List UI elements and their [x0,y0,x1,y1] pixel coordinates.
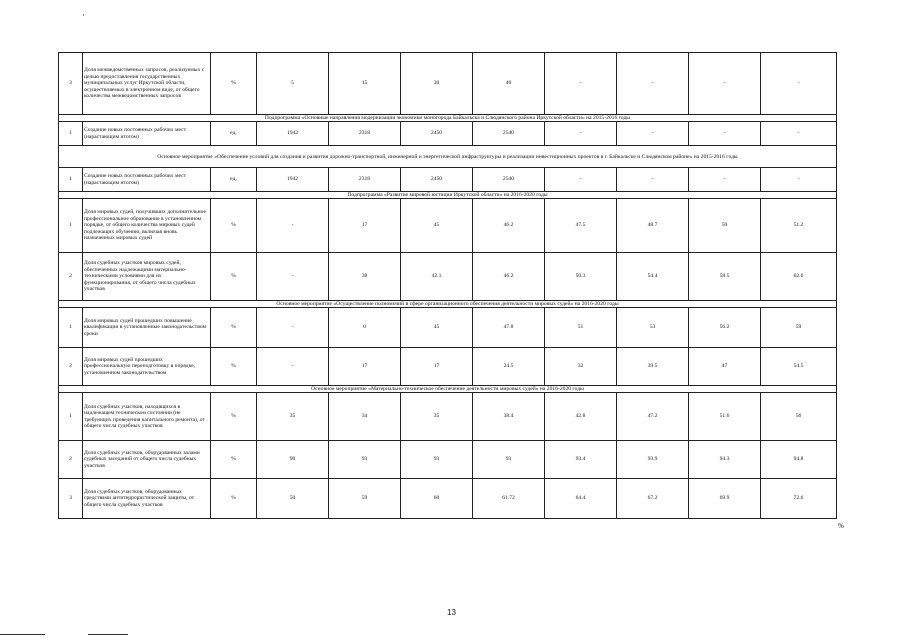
value-cell: - [257,308,329,348]
value-cell: 62.6 [761,253,837,301]
value-cell: 58.5 [689,253,761,301]
indicator-row [59,393,837,441]
value-cell: 17 [401,348,473,386]
indicator-row [59,441,837,479]
indicator-name: Доля судебных участков, оборудованных средствами антитеррористической защиты, от общего числа судебных участков [83,479,211,519]
value-cell: 60 [401,479,473,519]
row-number: 3 [59,479,83,519]
value-cell: 64.4 [545,479,617,519]
row-number: 2 [59,348,83,386]
unit-cell: % [211,308,257,348]
indicator-row [59,168,837,192]
indicator-row [59,479,837,519]
unit-cell: % [211,53,257,115]
value-cell: 1942 [257,122,329,146]
value-cell: 54.5 [761,348,837,386]
value-cell: 5 [257,53,329,115]
value-cell: 67.2 [617,479,689,519]
section-header-row [59,386,837,393]
section-header-row [59,146,837,168]
unit-cell: % [211,479,257,519]
value-cell: 51.2 [761,199,837,253]
value-cell: 2450 [401,122,473,146]
unit-cell: % [211,441,257,479]
value-cell: 51.6 [689,393,761,441]
indicator-row [59,348,837,386]
indicator-name: Доля мировых судей, получивших дополнительное профессиональное образование в установленном порядке, от общего количества мировых судей подлежащих обучению, включая вновь назначенных мировых судей [83,199,211,253]
indicator-name: Создание новых постоянных рабочих мест (нарастающим итогом) [83,122,211,146]
value-cell: 2540 [473,168,545,192]
value-cell: 24.5 [473,348,545,386]
value-cell: 2450 [401,168,473,192]
value-cell: 2540 [473,122,545,146]
value-cell: 54.4 [617,253,689,301]
value-cell: 0 [329,308,401,348]
scan-edge-left [0,634,45,635]
value-cell: 56 [761,393,837,441]
unit-cell: % [211,253,257,301]
value-cell: 93 [401,441,473,479]
indicator-name: Доля мировых судей прошедших повышение квалификации в установленные законодательством сроки [83,308,211,348]
corner-mark: % [838,522,844,530]
indicator-name: Доля мировых судей прошедших профессиональную переподготовку в порядке, установленном законодательством [83,348,211,386]
value-cell: 30 [401,53,473,115]
value-cell: - [617,168,689,192]
row-number: 1 [59,199,83,253]
value-cell: 47.8 [473,308,545,348]
value-cell: 2318 [329,168,401,192]
value-cell: 59 [761,308,837,348]
value-cell: 38 [329,253,401,301]
value-cell: 32 [545,348,617,386]
row-number: 3 [59,53,83,115]
value-cell: 53 [617,308,689,348]
value-cell: - [545,122,617,146]
row-number: 2 [59,441,83,479]
page-number: 13 [447,608,456,617]
value-cell: 56.2 [689,308,761,348]
value-cell: 93.9 [617,441,689,479]
indicator-row [59,308,837,348]
unit-cell: ед. [211,168,257,192]
value-cell: 93 [329,441,401,479]
value-cell: - [761,53,837,115]
value-cell: 1942 [257,168,329,192]
indicator-table [58,52,837,519]
indicator-row [59,53,837,115]
indicator-name: Доля судебных участков мировых судей, обеспеченных надлежащими материально-техническими условиями для их функционирования, от общего числа судебных участков [83,253,211,301]
value-cell: 59 [329,479,401,519]
section-header-row [59,115,837,122]
value-cell: - [617,53,689,115]
value-cell: - [617,122,689,146]
unit-cell: % [211,199,257,253]
value-cell: - [761,168,837,192]
value-cell: - [689,168,761,192]
top-mark: · [82,10,85,20]
indicator-row [59,199,837,253]
row-number: 1 [59,393,83,441]
value-cell: 69.9 [689,479,761,519]
indicator-name: Доля судебных участков, находящихся в надлежащем техническом состоянии (не требующих проведения капитального ремонта), от общего числа судебных участков [83,393,211,441]
value-cell: 17 [329,199,401,253]
indicator-name: Создание новых постоянных рабочих мест (нарастающим итогом) [83,168,211,192]
row-number: 1 [59,168,83,192]
value-cell: 45 [401,199,473,253]
value-cell: 15 [329,53,401,115]
value-cell: 48.7 [617,199,689,253]
value-cell: 93.4 [545,441,617,479]
scan-edge-right [88,634,128,635]
value-cell: 46.2 [473,253,545,301]
value-cell: 72.6 [761,479,837,519]
value-cell: - [257,199,329,253]
value-cell: 50.3 [545,253,617,301]
value-cell: - [689,122,761,146]
value-cell: 17 [329,348,401,386]
section-title: Подпрограмма «Развитие мировой юстиции Иркутской области» на 2016-2020 годы [59,192,837,199]
value-cell: 42.8 [545,393,617,441]
indicator-row [59,253,837,301]
row-number: 1 [59,122,83,146]
section-title: Основное мероприятие «Обеспечение условий для создания и развития дорожно-транспортной, инженерной и энергетической инфраструктуры и реализации инвестиционных проектов в г. Байкальске и Слюдянском районе» на 2015-2016 годы [59,146,837,168]
value-cell: 35 [401,393,473,441]
indicator-row [59,122,837,146]
unit-cell: % [211,393,257,441]
value-cell: 2318 [329,122,401,146]
value-cell: 93 [473,441,545,479]
indicator-name: Доля межведомственных запросов, реализуемых с целью предоставления государственных муниципальных услуг Иркутской области, осуществляемых в электронном виде, от общего количества межведомственных запросов [83,53,211,115]
section-title: Основное мероприятие «Осуществление полномочий в сфере организационного обеспечения деятельности мировых судей» на 2016-2020 годы [59,301,837,308]
row-number: 1 [59,308,83,348]
section-header-row [59,192,837,199]
value-cell: 61.72 [473,479,545,519]
value-cell: 94.8 [761,441,837,479]
value-cell: - [545,53,617,115]
value-cell: 45 [401,308,473,348]
value-cell: - [257,348,329,386]
value-cell: - [689,53,761,115]
indicator-name: Доля судебных участков, оборудованных залами судебных заседаний от общего числа судебных участков [83,441,211,479]
value-cell: 50 [689,199,761,253]
value-cell: 34 [329,393,401,441]
section-header-row [59,301,837,308]
value-cell: 94.3 [689,441,761,479]
value-cell: 47.5 [545,199,617,253]
unit-cell: % [211,348,257,386]
value-cell: 47 [689,348,761,386]
value-cell: 40 [473,53,545,115]
value-cell: 38.4 [473,393,545,441]
section-title: Основное мероприятие «Материально-техническое обеспечение деятельности мировых судей» на 2016-2020 годы [59,386,837,393]
section-title: Подпрограмма «Основные направления модернизации экономики моногорода Байкальска и Слюдянского района Иркутской области» на 2015-2016 годы [59,115,837,122]
value-cell: - [761,122,837,146]
value-cell: 35 [257,393,329,441]
value-cell: 46.2 [473,199,545,253]
value-cell: 51 [545,308,617,348]
unit-cell: ед. [211,122,257,146]
value-cell: 50 [257,479,329,519]
value-cell: - [257,253,329,301]
value-cell: 90 [257,441,329,479]
value-cell: 47.2 [617,393,689,441]
row-number: 2 [59,253,83,301]
value-cell: 39.5 [617,348,689,386]
value-cell: 42.1 [401,253,473,301]
value-cell: - [545,168,617,192]
